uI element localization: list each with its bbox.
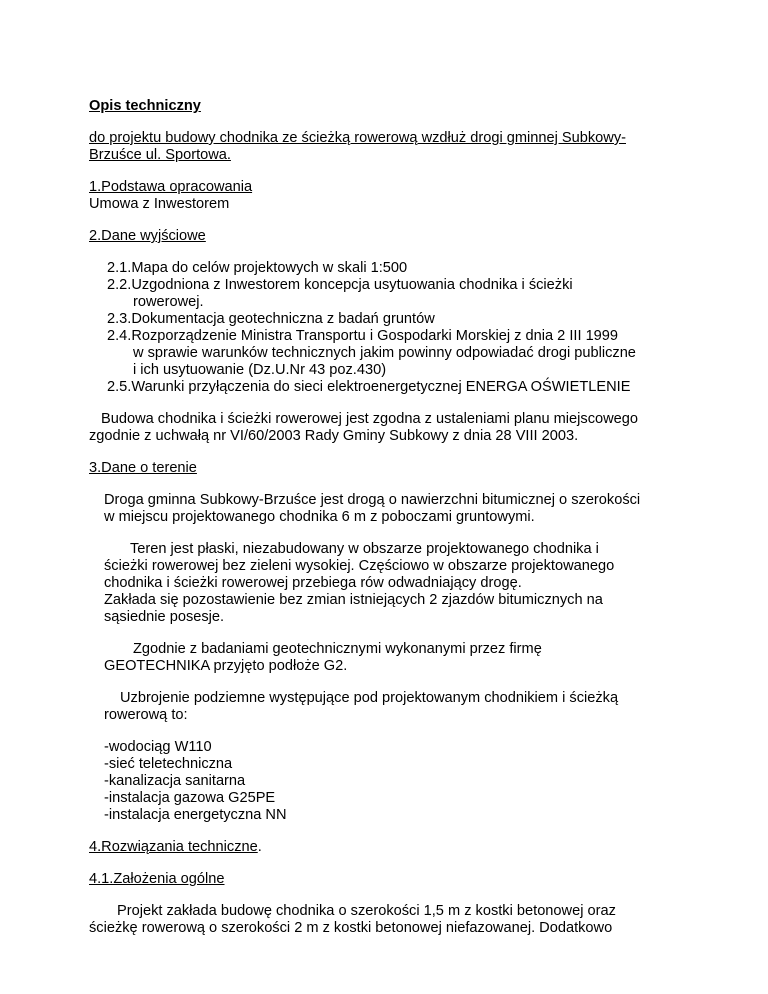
list-item: 2.3.Dokumentacja geotechniczna z badań gruntów: [107, 311, 435, 327]
paragraph-line: ścieżki rowerowej bez zieleni wysokiej. Częściowo w obszarze projektowanego: [104, 558, 615, 574]
paragraph-line: zgodnie z uchwałą nr VI/60/2003 Rady Gminy Subkowy z dnia 28 VIII 2003.: [89, 428, 579, 444]
list-item: 2.4.Rozporządzenie Ministra Transportu i Gospodarki Morskiej z dnia 2 III 1999: [107, 328, 619, 344]
paragraph-line: ścieżkę rowerową o szerokości 2 m z kostki betonowej niefazowanej. Dodatkowo: [89, 920, 613, 936]
paragraph-line: Zgodnie z badaniami geotechnicznymi wykonanymi przez firmę: [133, 641, 542, 657]
paragraph-line: Zakłada się pozostawienie bez zmian istniejących 2 zjazdów bitumicznych na: [104, 592, 603, 608]
document-title: Opis techniczny: [89, 98, 201, 114]
utility-list-item: -wodociąg W110: [104, 739, 212, 755]
paragraph-line: Teren jest płaski, niezabudowany w obszarze projektowanego chodnika i: [130, 541, 599, 557]
list-item-continuation: rowerowej.: [133, 294, 204, 310]
paragraph-line: Projekt zakłada budowę chodnika o szerokości 1,5 m z kostki betonowej oraz: [117, 903, 616, 919]
utility-list-item: -sieć teletechniczna: [104, 756, 233, 772]
subtitle-line-2: Brzuśce ul. Sportowa.: [89, 147, 231, 163]
utility-list-item: -kanalizacja sanitarna: [104, 773, 246, 789]
section-4-1-heading: 4.1.Założenia ogólne: [89, 871, 225, 887]
list-item-continuation: i ich usytuowanie (Dz.U.Nr 43 poz.430): [133, 362, 387, 378]
section-1-text: Umowa z Inwestorem: [89, 196, 230, 212]
section-4-heading-tail: .: [257, 839, 262, 855]
section-4-heading-wrap: [89, 839, 262, 856]
utility-list-item: -instalacja gazowa G25PE: [104, 790, 276, 806]
section-2-heading: 2.Dane wyjściowe: [89, 228, 206, 244]
list-item: 2.2.Uzgodniona z Inwestorem koncepcja usytuowania chodnika i ścieżki: [107, 277, 573, 293]
utility-list-item: -instalacja energetyczna NN: [104, 807, 287, 823]
paragraph-line: Droga gminna Subkowy-Brzuśce jest drogą o nawierzchni bitumicznej o szerokości: [104, 492, 641, 508]
list-item: 2.5.Warunki przyłączenia do sieci elektroenergetycznej ENERGA OŚWIETLENIE: [107, 379, 631, 395]
section-4-heading: 4.Rozwiązania techniczne: [89, 839, 258, 855]
paragraph-line: Budowa chodnika i ścieżki rowerowej jest zgodna z ustaleniami planu miejscowego: [101, 411, 639, 427]
paragraph-line: w miejscu projektowanego chodnika 6 m z poboczami gruntowymi.: [104, 509, 535, 525]
paragraph-line: sąsiednie posesje.: [104, 609, 225, 625]
list-item: 2.1.Mapa do celów projektowych w skali 1:500: [107, 260, 408, 276]
paragraph-line: chodnika i ścieżki rowerowej przebiega rów odwadniający drogę.: [104, 575, 522, 591]
section-1-heading: 1.Podstawa opracowania: [89, 179, 253, 195]
list-item-continuation: w sprawie warunków technicznych jakim powinny odpowiadać drogi publiczne: [133, 345, 636, 361]
paragraph-line: GEOTECHNIKA przyjęto podłoże G2.: [104, 658, 348, 674]
section-3-heading: 3.Dane o terenie: [89, 460, 197, 476]
paragraph-line: rowerową to:: [104, 707, 188, 723]
subtitle-line-1: do projektu budowy chodnika ze ścieżką rowerową wzdłuż drogi gminnej Subkowy-: [89, 130, 626, 146]
paragraph-line: Uzbrojenie podziemne występujące pod projektowanym chodnikiem i ścieżką: [120, 690, 619, 706]
